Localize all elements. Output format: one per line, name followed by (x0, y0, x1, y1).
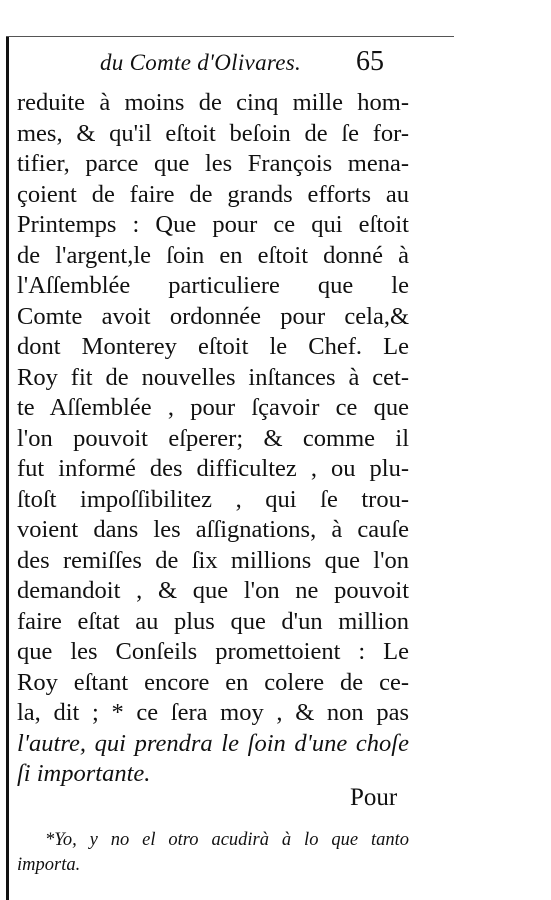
text-line: dont Monterey eſtoit le Chef. Le (17, 333, 409, 360)
text-line: voient dans les aſſignations, à cauſe (17, 516, 409, 543)
text-line: faire eſtat au plus que d'un million (17, 607, 409, 635)
footnote (17, 828, 409, 878)
text-line: Comte avoit ordonnée pour cela,& (17, 302, 409, 330)
text-line: la, dit ; * ce ſera moy , & non pas (17, 699, 409, 726)
text-line: des remiſſes de ſix millions que l'on (17, 546, 409, 574)
catchword: Pour (350, 784, 398, 811)
page-number: 65 (356, 46, 384, 77)
text-line: Roy eſtant encore en colere de ce- (17, 668, 409, 696)
text-line: fut informé des difficultez , ou plu- (17, 455, 409, 482)
text-line: ſi importante. (17, 760, 151, 787)
text-line: mes, & qu'il eſtoit beſoin de ſe for- (17, 119, 409, 147)
text-line: l'Aſſemblée particuliere que le (17, 272, 409, 299)
text-line: reduite à moins de cinq mille hom- (17, 89, 409, 116)
top-rule (6, 36, 454, 37)
page-edge-rule (6, 36, 9, 900)
text-line: çoient de faire de grands efforts au (17, 180, 409, 208)
text-line: l'on pouvoit eſperer; & comme il (17, 424, 409, 452)
text-line: te Aſſemblée , pour ſçavoir ce que (17, 394, 409, 421)
text-line: que les Conſeils promettoient : Le (17, 638, 409, 665)
body-text (17, 88, 409, 790)
footnote-line: importa. (17, 855, 81, 875)
text-line: de l'argent,le ſoin en eſtoit donné à (17, 241, 409, 269)
footnote-line: *Yo, y no el otro acudirà à lo que tanto (45, 830, 409, 850)
running-title: du Comte d'Olivares. (100, 50, 302, 75)
text-line: Printemps : Que pour ce qui eſtoit (17, 211, 409, 238)
text-line: ſtoſt impoſſibilitez , qui ſe trou- (17, 485, 409, 513)
text-line: demandoit , & que l'on ne pouvoit (17, 577, 409, 604)
text-line: tifier, parce que les François mena- (17, 150, 409, 177)
text-line: Roy fit de nouvelles inſtances à cet- (17, 363, 409, 391)
text-line: l'autre, qui prendra le ſoin d'une choſe (17, 729, 409, 757)
